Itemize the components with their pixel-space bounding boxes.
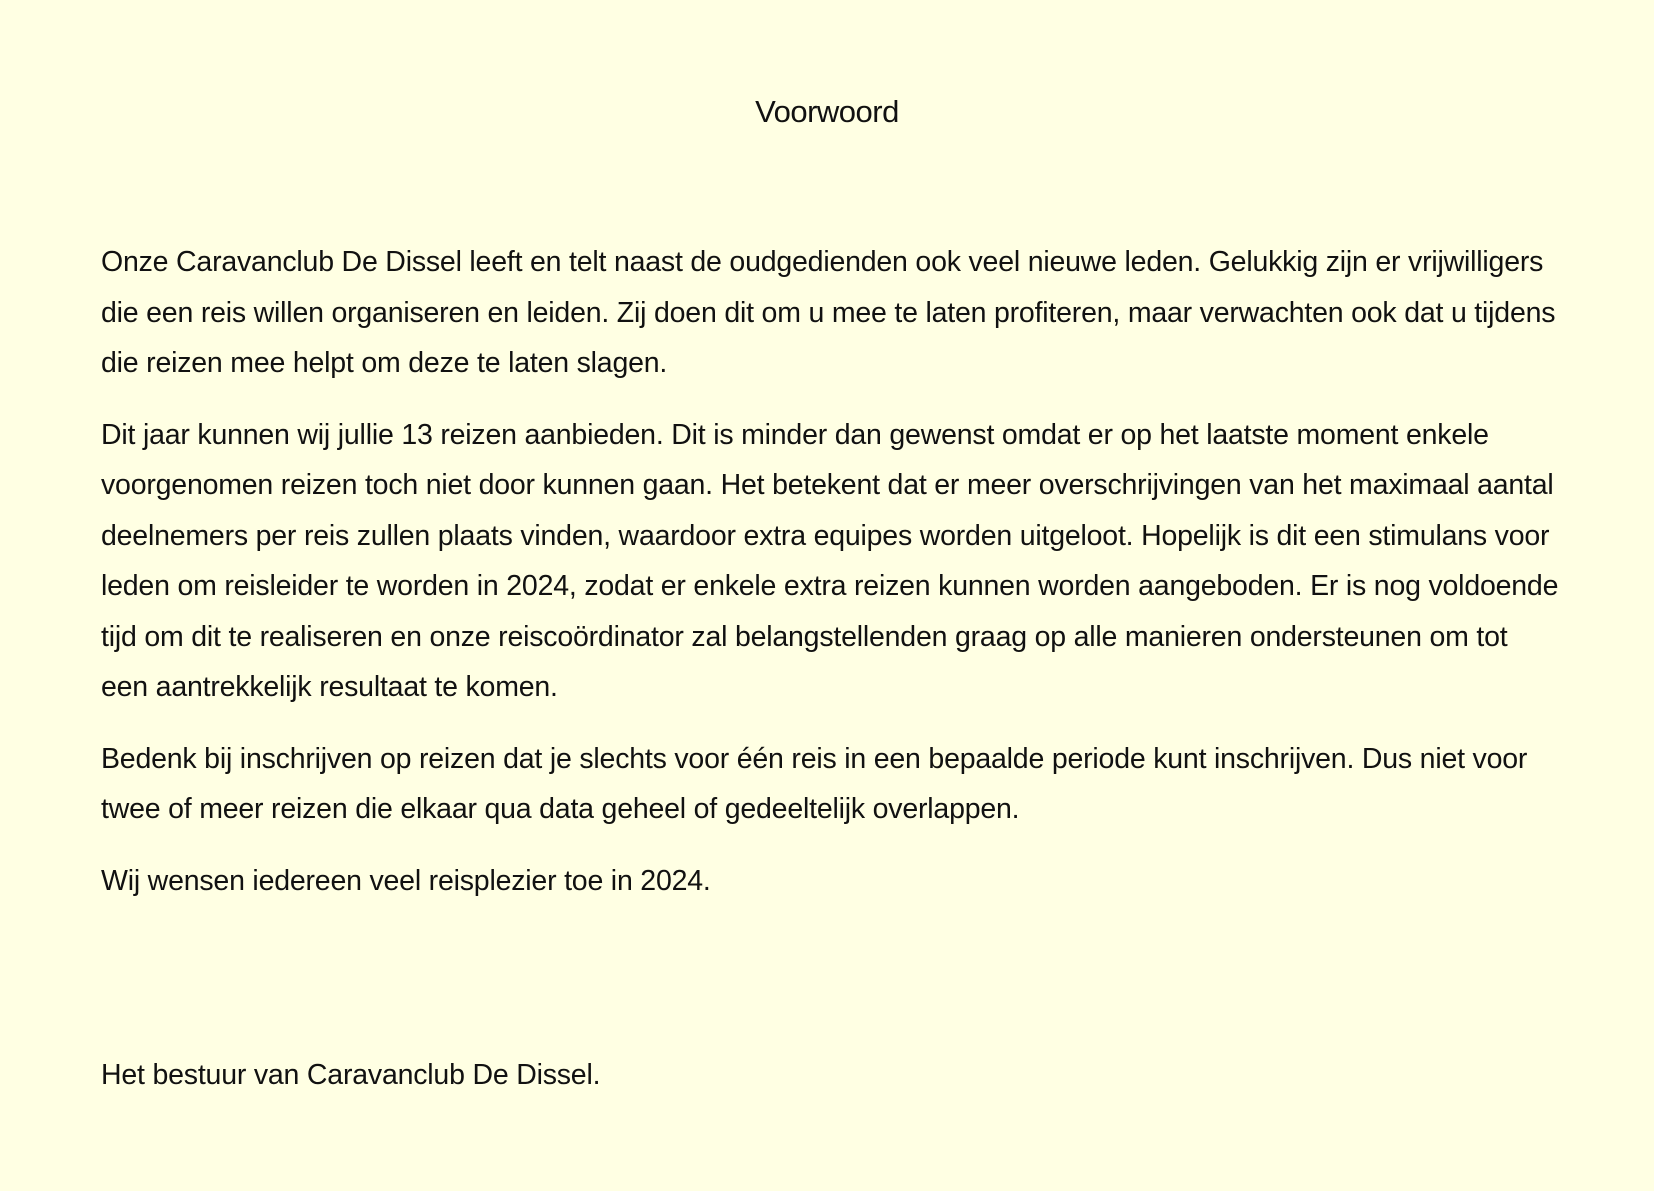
body-text — [101, 237, 1561, 927]
signature: Het bestuur van Caravanclub De Dissel. — [101, 1059, 601, 1091]
paragraph-registration: Bedenk bij inschrijven op reizen dat je slechts voor één reis in een bepaalde periode kunt inschrijven. Dus niet voor twee of meer reizen die elkaar qua data geheel of gedeeltelijk overlappen. — [101, 742, 1528, 825]
paragraph-wishes: Wij wensen iedereen veel reisplezier toe in 2024. — [101, 864, 711, 897]
paragraph-intro: Onze Caravanclub De Dissel leeft en telt naast de oudgedienden ook veel nieuwe leden. Gelukkig zijn er vrijwilligers die een reis willen organiseren en leiden. Zij doen dit om u mee te laten profiteren, maar verwachten ook dat u tijdens die reizen mee helpt om deze te laten slagen. — [101, 246, 1556, 379]
page-title: Voorwoord — [755, 94, 899, 129]
paragraph-trips: Dit jaar kunnen wij jullie 13 reizen aanbieden. Dit is minder dan gewenst omdat er op het laatste moment enkele voorgenomen reizen toch niet door kunnen gaan. Het betekent dat er meer overschrijvingen van het maximaal aantal deelnemers per reis zullen plaats vinden, waardoor extra equipes worden uitgeloot. Hopelijk is dit een stimulans voor leden om reisleider te worden in 2024, zodat er enkele extra reizen kunnen worden aangeboden. Er is nog voldoende tijd om dit te realiseren en onze reiscoördinator zal belangstellenden graag op alle manieren ondersteunen om tot een aantrekkelijk resultaat te komen. — [101, 418, 1559, 703]
